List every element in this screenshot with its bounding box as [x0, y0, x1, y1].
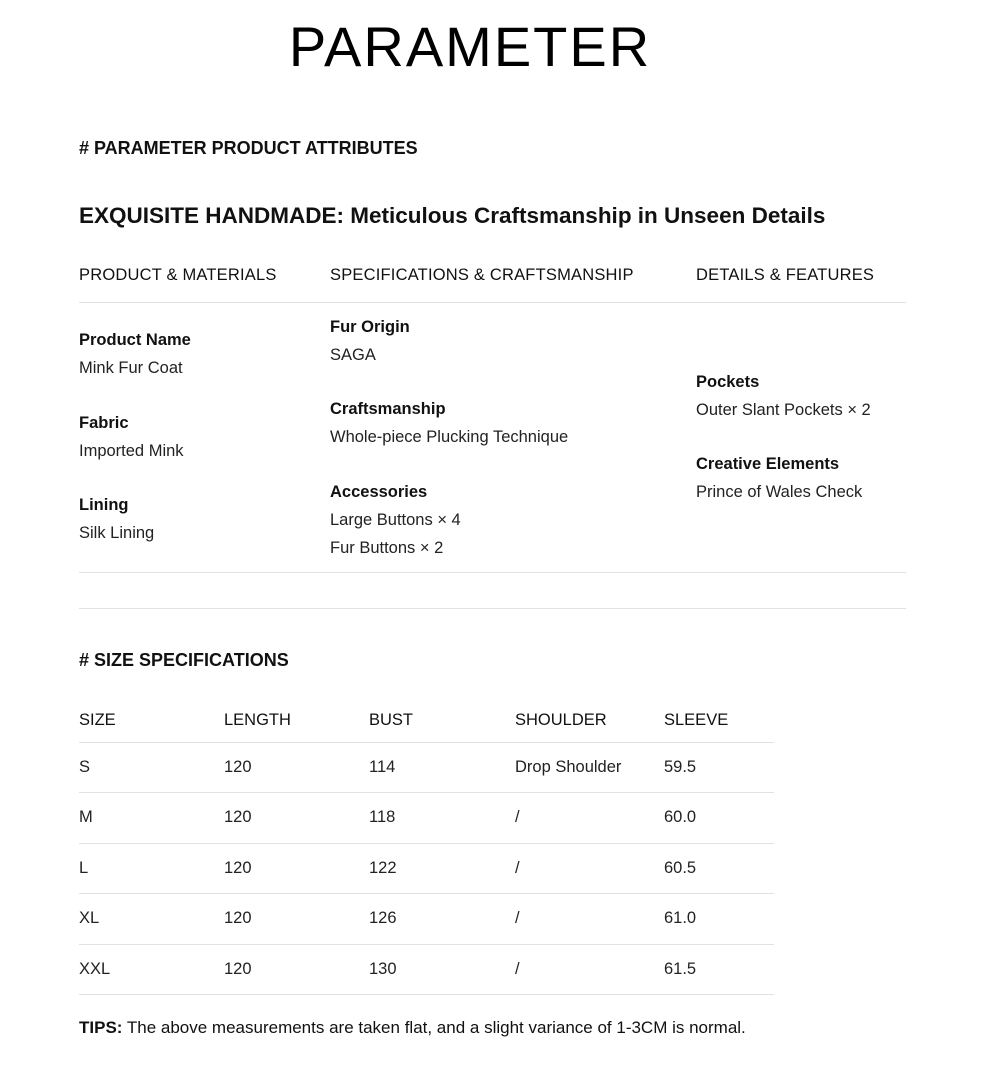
divider-top [79, 302, 906, 303]
attr-creative-elements [696, 450, 862, 506]
attr-label: Lining [79, 496, 129, 514]
attr-value: Fur Buttons × 2 [330, 539, 444, 557]
col-header-specifications: SPECIFICATIONS & CRAFTSMANSHIP [330, 266, 634, 284]
cell-shoulder: / [515, 944, 664, 995]
attr-fur-origin [330, 313, 410, 369]
table-row [79, 793, 774, 844]
attr-label: Creative Elements [696, 455, 840, 473]
size-table [79, 700, 774, 995]
table-header-row [79, 700, 774, 742]
cell-bust: 118 [369, 793, 515, 844]
cell-bust: 114 [369, 742, 515, 793]
cell-shoulder: / [515, 843, 664, 894]
attr-value: SAGA [330, 346, 376, 364]
divider-section [79, 608, 906, 609]
table-row [79, 944, 774, 995]
attributes-heading: # PARAMETER PRODUCT ATTRIBUTES [79, 138, 418, 158]
cell-shoulder: Drop Shoulder [515, 742, 664, 793]
divider-attributes-bottom [79, 572, 906, 573]
cell-shoulder: / [515, 793, 664, 844]
cell-length: 120 [224, 742, 369, 793]
attr-label: Pockets [696, 373, 760, 391]
attributes-subtitle: EXQUISITE HANDMADE: Meticulous Craftsmanship in Unseen Details [79, 203, 826, 228]
attr-craftsmanship [330, 395, 568, 451]
cell-sleeve: 59.5 [664, 742, 774, 793]
header-shoulder: SHOULDER [515, 700, 664, 742]
size-heading: # SIZE SPECIFICATIONS [79, 650, 289, 670]
cell-size: L [79, 843, 224, 894]
attr-label: Fur Origin [330, 318, 410, 336]
cell-sleeve: 60.0 [664, 793, 774, 844]
cell-length: 120 [224, 894, 369, 945]
attr-product-name [79, 326, 191, 382]
table-row [79, 894, 774, 945]
attr-value: Outer Slant Pockets × 2 [696, 401, 871, 419]
cell-sleeve: 61.0 [664, 894, 774, 945]
attr-value: Large Buttons × 4 [330, 511, 461, 529]
cell-size: XL [79, 894, 224, 945]
cell-sleeve: 60.5 [664, 843, 774, 894]
cell-size: S [79, 742, 224, 793]
cell-size: XXL [79, 944, 224, 995]
table-row [79, 742, 774, 793]
cell-length: 120 [224, 793, 369, 844]
attr-value: Silk Lining [79, 524, 155, 542]
attr-label: Fabric [79, 414, 129, 432]
attr-value: Whole-piece Plucking Technique [330, 428, 569, 446]
attr-pockets [696, 368, 871, 424]
cell-length: 120 [224, 944, 369, 995]
header-sleeve: SLEEVE [664, 700, 774, 742]
header-length: LENGTH [224, 700, 369, 742]
col-header-product-materials: PRODUCT & MATERIALS [79, 266, 277, 284]
cell-bust: 122 [369, 843, 515, 894]
cell-bust: 126 [369, 894, 515, 945]
tips-text: The above measurements are taken flat, and a slight variance of 1-3CM is normal. [122, 1018, 746, 1037]
table-row [79, 843, 774, 894]
attr-fabric [79, 409, 184, 465]
header-bust: BUST [369, 700, 515, 742]
cell-length: 120 [224, 843, 369, 894]
tips-label: TIPS: [79, 1018, 123, 1037]
attr-label: Craftsmanship [330, 400, 446, 418]
attr-label: Accessories [330, 483, 428, 501]
page-title: PARAMETER [288, 15, 652, 78]
cell-bust: 130 [369, 944, 515, 995]
cell-sleeve: 61.5 [664, 944, 774, 995]
cell-size: M [79, 793, 224, 844]
attr-label: Product Name [79, 331, 191, 349]
attr-value: Mink Fur Coat [79, 359, 183, 377]
attr-value: Prince of Wales Check [696, 483, 863, 501]
attr-accessories [330, 478, 461, 562]
tips-note [79, 1018, 746, 1038]
attr-value: Imported Mink [79, 442, 184, 460]
cell-shoulder: / [515, 894, 664, 945]
header-size: SIZE [79, 700, 224, 742]
attr-lining [79, 491, 154, 547]
col-header-details-features: DETAILS & FEATURES [696, 266, 875, 284]
